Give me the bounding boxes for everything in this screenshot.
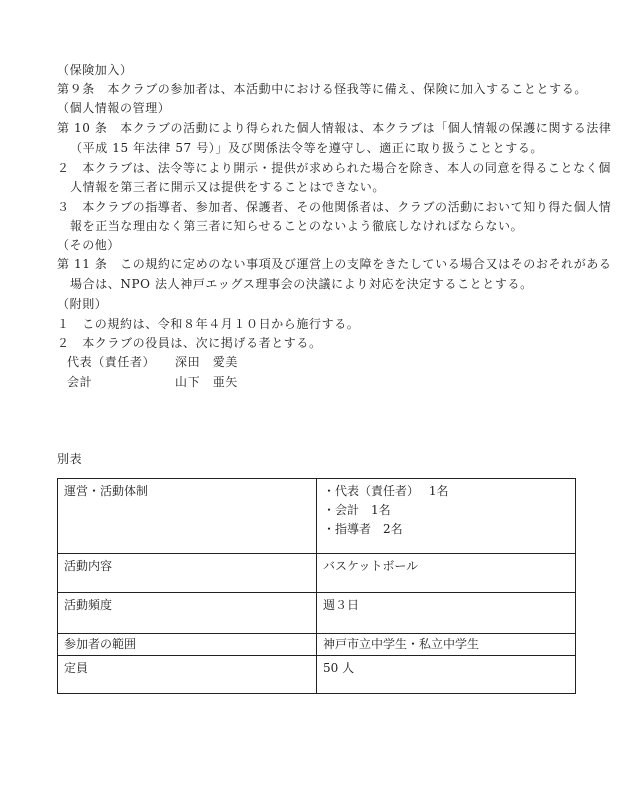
appendix-title: 別表 [57,452,83,466]
heading-insurance: （保険加入） [57,63,133,77]
article-10-para-3: ３ 本クラブの指導者、参加者、保護者、その他関係者は、クラブの活動において知り得た個人情 [57,200,612,214]
supplementary-2: ２ 本クラブの役員は、次に掲げる者とする。 [57,336,322,350]
value-line: ・代表（責任者） 1名 [323,484,449,498]
officer-role: 代表（責任者） [67,355,156,369]
article-10: 第 10 条 本クラブの活動により得られた個人情報は、本クラブは「個人情報の保護に関する法律 [57,121,612,135]
article-11-cont: 場合は、NPO 法人神戸エッグス理事会の決議により対応を決定することとする。 [70,277,533,291]
heading-supplementary: （附則） [57,297,108,311]
officer-role: 会計 [67,375,93,389]
table-row [58,554,576,593]
table-value [317,479,576,554]
table-row [58,593,576,634]
article-9: 第９条 本クラブの参加者は、本活動中における怪我等に備え、保険に加入することとする。 [57,82,587,96]
table-row [58,634,576,656]
officer-name: 山下 亜矢 [175,375,239,389]
value-line: ・会計 1名 [323,503,391,517]
article-11: 第 11 条 この規約に定めのない事項及び運営上の支障をきたしている場合又はそのおそれがある [57,257,612,271]
table-label: 活動頻度 [58,593,317,634]
heading-personal-info: （個人情報の管理） [57,101,171,115]
value-line: ・指導者 2名 [323,522,403,536]
heading-other: （その他） [57,238,121,252]
article-10-para-2-cont: 人情報を第三者に開示又は提供をすることはできない。 [70,180,386,194]
table-value: 週３日 [317,593,576,634]
article-10-para-2: ２ 本クラブは、法令等により開示・提供が求められた場合を除き、本人の同意を得ることなく個 [57,161,611,175]
table-value: バスケットボール [317,554,576,593]
appendix-table [57,478,576,694]
table-row [58,656,576,694]
table-label: 定員 [58,656,317,694]
article-10-para-3-cont: 報を正当な理由なく第三者に知らせることのないよう徹底しなければならない。 [70,219,524,233]
table-label: 活動内容 [58,554,317,593]
article-10-cont: （平成 15 年法律 57 号）」及び関係法令等を遵守し、適正に取り扱うこととする。 [70,141,543,155]
officer-name: 深田 愛美 [175,355,239,369]
table-row [58,479,576,554]
table-value: 神戸市立中学生・私立中学生 [317,634,576,656]
table-value: 50 人 [317,656,576,694]
table-label: 参加者の範囲 [58,634,317,656]
table-label: 運営・活動体制 [58,479,317,554]
supplementary-1: １ この規約は、令和８年４月１０日から施行する。 [57,317,360,331]
